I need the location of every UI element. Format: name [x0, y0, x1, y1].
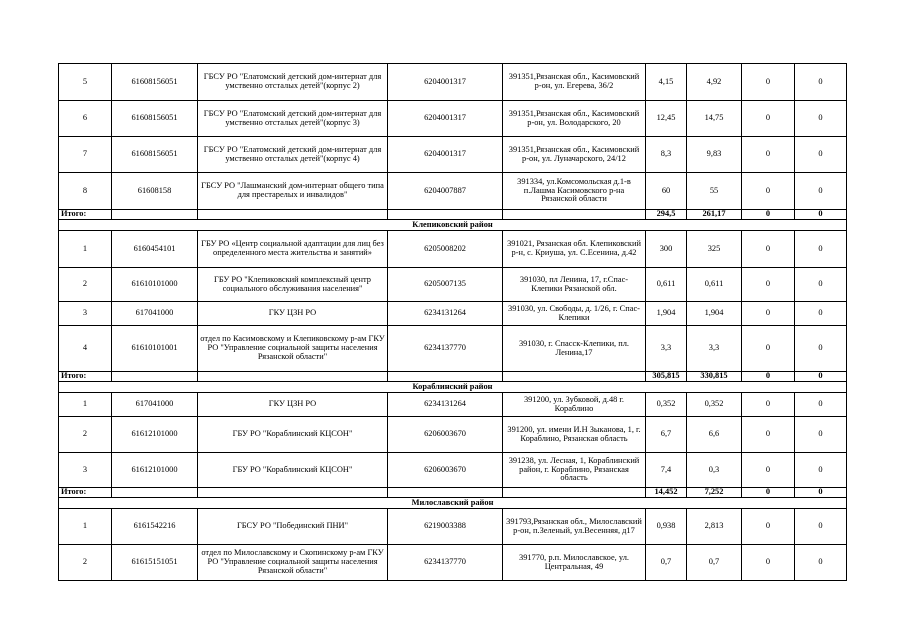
- cell-number: 2: [59, 417, 112, 453]
- cell-value-3: 0: [742, 509, 795, 545]
- cell-address: 391030, ул. Свободы, д. 1/26, г. Спас-Клепики: [503, 302, 646, 326]
- region-header-row: [59, 220, 847, 231]
- cell-address: 391238, ул. Лесная, 1, Кораблинский район, г. Кораблино, Рязанская область: [503, 453, 646, 488]
- cell-value-4: 0: [795, 417, 847, 453]
- cell-organization: ГБУ РО «Центр социальной адаптации для лиц без определенного места жительства и занятий»: [198, 231, 388, 268]
- cell-inn: 6234137770: [388, 326, 503, 372]
- cell-number: 2: [59, 545, 112, 581]
- cell-organization: ГБСУ РО "Лашманский дом-интернат общего типа для престарелых и инвалидов": [198, 173, 388, 210]
- cell-value-2: 0,611: [687, 268, 742, 302]
- cell-value-1: 0,7: [646, 545, 687, 581]
- cell-value-2: 1,904: [687, 302, 742, 326]
- cell-organization: ГБСУ РО "Побединский ПНИ": [198, 509, 388, 545]
- cell-value-1: 7,4: [646, 453, 687, 488]
- cell-address: 391793,Рязанская обл., Милославский р-он, п.Зеленый, ул.Весенняя, д17: [503, 509, 646, 545]
- cell-address: 391351,Рязанская обл., Касимовский р-он, ул. Володарского, 20: [503, 101, 646, 137]
- cell-inn: 6204001317: [388, 101, 503, 137]
- cell-value-4: 0: [795, 137, 847, 173]
- cell-number: 8: [59, 173, 112, 210]
- cell-okpo: 61608156051: [112, 137, 198, 173]
- cell-number: 1: [59, 509, 112, 545]
- cell-value-3: 0: [742, 137, 795, 173]
- cell-value-4: 0: [795, 545, 847, 581]
- cell-value-2: 3,3: [687, 326, 742, 372]
- total-value-2: 330,815: [687, 372, 742, 382]
- cell-address: 391770, р.п. Милославское, ул. Центральная, 49: [503, 545, 646, 581]
- region-title: Клепиковский район: [59, 220, 847, 231]
- cell-value-1: 60: [646, 173, 687, 210]
- cell-value-3: 0: [742, 417, 795, 453]
- cell-value-4: 0: [795, 453, 847, 488]
- cell-okpo: 61615151051: [112, 545, 198, 581]
- cell-value-4: 0: [795, 302, 847, 326]
- cell-value-4: 0: [795, 268, 847, 302]
- total-value-4: 0: [795, 488, 847, 498]
- cell-number: 6: [59, 101, 112, 137]
- total-value-4: 0: [795, 210, 847, 220]
- table-row: [59, 101, 847, 137]
- institutions-table: [58, 63, 847, 581]
- table-row: [59, 453, 847, 488]
- cell-okpo: 61610101001: [112, 326, 198, 372]
- cell-value-4: 0: [795, 326, 847, 372]
- cell-okpo: 61612101000: [112, 453, 198, 488]
- total-label: Итого:: [59, 210, 112, 220]
- cell-inn: 6204007887: [388, 173, 503, 210]
- cell-organization: ГБСУ РО "Елатомский детский дом-интернат для умственно отсталых детей"(корпус 4): [198, 137, 388, 173]
- cell-number: 1: [59, 231, 112, 268]
- cell-value-2: 55: [687, 173, 742, 210]
- table-row: [59, 545, 847, 581]
- cell-value-3: 0: [742, 453, 795, 488]
- cell-organization: ГБСУ РО "Елатомский детский дом-интернат для умственно отсталых детей"(корпус 3): [198, 101, 388, 137]
- cell-okpo: 61612101000: [112, 417, 198, 453]
- cell-value-3: 0: [742, 64, 795, 101]
- cell-value-4: 0: [795, 393, 847, 417]
- cell-address: 391351,Рязанская обл., Касимовский р-он, ул. Егерева, 36/2: [503, 64, 646, 101]
- cell-number: 7: [59, 137, 112, 173]
- region-title: Милославский район: [59, 498, 847, 509]
- cell-value-3: 0: [742, 545, 795, 581]
- cell-inn: 6234131264: [388, 302, 503, 326]
- total-value-3: 0: [742, 210, 795, 220]
- cell-value-3: 0: [742, 268, 795, 302]
- total-value-3: 0: [742, 372, 795, 382]
- cell-value-3: 0: [742, 173, 795, 210]
- table-row: [59, 417, 847, 453]
- total-value-1: 14,452: [646, 488, 687, 498]
- cell-number: 5: [59, 64, 112, 101]
- cell-inn: 6219003388: [388, 509, 503, 545]
- cell-organization: ГБУ РО "Кораблинский КЦСОН": [198, 417, 388, 453]
- cell-value-4: 0: [795, 101, 847, 137]
- cell-organization: ГБУ РО "Кораблинский КЦСОН": [198, 453, 388, 488]
- document-page: [58, 63, 846, 581]
- cell-value-1: 3,3: [646, 326, 687, 372]
- cell-okpo: 61608156051: [112, 101, 198, 137]
- total-label: Итого:: [59, 372, 112, 382]
- cell-inn: 6234137770: [388, 545, 503, 581]
- cell-okpo: 61608158: [112, 173, 198, 210]
- cell-inn: 6204001317: [388, 64, 503, 101]
- cell-value-1: 8,3: [646, 137, 687, 173]
- cell-inn: 6206003670: [388, 453, 503, 488]
- total-label: Итого:: [59, 488, 112, 498]
- region-title: Кораблинский район: [59, 382, 847, 393]
- cell-number: 3: [59, 302, 112, 326]
- table-row: [59, 509, 847, 545]
- table-row: [59, 268, 847, 302]
- cell-okpo: 6161542216: [112, 509, 198, 545]
- cell-okpo: 617041000: [112, 393, 198, 417]
- cell-value-1: 1,904: [646, 302, 687, 326]
- cell-address: 391021, Рязанская обл. Клепиковский р-н, с. Криуша, ул. С.Есенина, д.42: [503, 231, 646, 268]
- cell-organization: отдел по Милославскому и Скопинскому р-ам ГКУ РО "Управление социальной защиты населения Рязанской области": [198, 545, 388, 581]
- cell-number: 4: [59, 326, 112, 372]
- cell-value-3: 0: [742, 101, 795, 137]
- cell-value-1: 12,45: [646, 101, 687, 137]
- cell-number: 2: [59, 268, 112, 302]
- cell-organization: ГБСУ РО "Елатомский детский дом-интернат для умственно отсталых детей"(корпус 2): [198, 64, 388, 101]
- cell-organization: отдел по Касимовскому и Клепиковскому р-ам ГКУ РО "Управление социальной защиты населения Рязанской области": [198, 326, 388, 372]
- cell-value-3: 0: [742, 302, 795, 326]
- cell-value-3: 0: [742, 393, 795, 417]
- cell-value-1: 0,352: [646, 393, 687, 417]
- cell-value-2: 0,352: [687, 393, 742, 417]
- cell-number: 3: [59, 453, 112, 488]
- cell-value-2: 0,7: [687, 545, 742, 581]
- table-row: [59, 326, 847, 372]
- cell-value-2: 325: [687, 231, 742, 268]
- table-row: [59, 64, 847, 101]
- cell-organization: ГБУ РО "Клепиковский комплексный центр социального обслуживания населения": [198, 268, 388, 302]
- total-value-4: 0: [795, 372, 847, 382]
- cell-okpo: 6160454101: [112, 231, 198, 268]
- table-row: [59, 302, 847, 326]
- total-value-2: 7,252: [687, 488, 742, 498]
- total-value-2: 261,17: [687, 210, 742, 220]
- cell-value-1: 0,611: [646, 268, 687, 302]
- cell-inn: 6206003670: [388, 417, 503, 453]
- cell-inn: 6205007135: [388, 268, 503, 302]
- cell-inn: 6205008202: [388, 231, 503, 268]
- cell-value-4: 0: [795, 64, 847, 101]
- cell-okpo: 61610101000: [112, 268, 198, 302]
- region-header-row: [59, 498, 847, 509]
- cell-value-2: 0,3: [687, 453, 742, 488]
- cell-value-2: 2,813: [687, 509, 742, 545]
- total-row: [59, 488, 847, 498]
- total-value-1: 294,5: [646, 210, 687, 220]
- cell-address: 391030, пл Ленина, 17, г.Спас-Клепики Рязанской обл.: [503, 268, 646, 302]
- cell-value-1: 6,7: [646, 417, 687, 453]
- total-value-3: 0: [742, 488, 795, 498]
- cell-value-2: 14,75: [687, 101, 742, 137]
- cell-okpo: 61608156051: [112, 64, 198, 101]
- cell-inn: 6234131264: [388, 393, 503, 417]
- cell-value-4: 0: [795, 173, 847, 210]
- table-row: [59, 393, 847, 417]
- cell-value-1: 4,15: [646, 64, 687, 101]
- total-row: [59, 372, 847, 382]
- table-row: [59, 137, 847, 173]
- cell-inn: 6204001317: [388, 137, 503, 173]
- total-row: [59, 210, 847, 220]
- cell-value-2: 6,6: [687, 417, 742, 453]
- cell-organization: ГКУ ЦЗН РО: [198, 302, 388, 326]
- table-row: [59, 173, 847, 210]
- cell-value-1: 300: [646, 231, 687, 268]
- cell-value-1: 0,938: [646, 509, 687, 545]
- cell-number: 1: [59, 393, 112, 417]
- cell-value-2: 4,92: [687, 64, 742, 101]
- cell-value-3: 0: [742, 231, 795, 268]
- cell-address: 391200, ул. Зубковой, д.48 г. Кораблино: [503, 393, 646, 417]
- cell-okpo: 617041000: [112, 302, 198, 326]
- cell-address: 391351,Рязанская обл., Касимовский р-он, ул. Луначарского, 24/12: [503, 137, 646, 173]
- cell-address: 391334, ул.Комсомольская д.1-в п.Лашма Касимовского р-на Рязанской области: [503, 173, 646, 210]
- cell-value-2: 9,83: [687, 137, 742, 173]
- region-header-row: [59, 382, 847, 393]
- cell-value-3: 0: [742, 326, 795, 372]
- total-value-1: 305,815: [646, 372, 687, 382]
- cell-value-4: 0: [795, 509, 847, 545]
- table-row: [59, 231, 847, 268]
- cell-organization: ГКУ ЦЗН РО: [198, 393, 388, 417]
- cell-address: 391030, г. Спасск-Клепики, пл. Ленина,17: [503, 326, 646, 372]
- cell-address: 391200, ул. имени И.Н Зыканова, 1, г. Кораблино, Рязанская область: [503, 417, 646, 453]
- cell-value-4: 0: [795, 231, 847, 268]
